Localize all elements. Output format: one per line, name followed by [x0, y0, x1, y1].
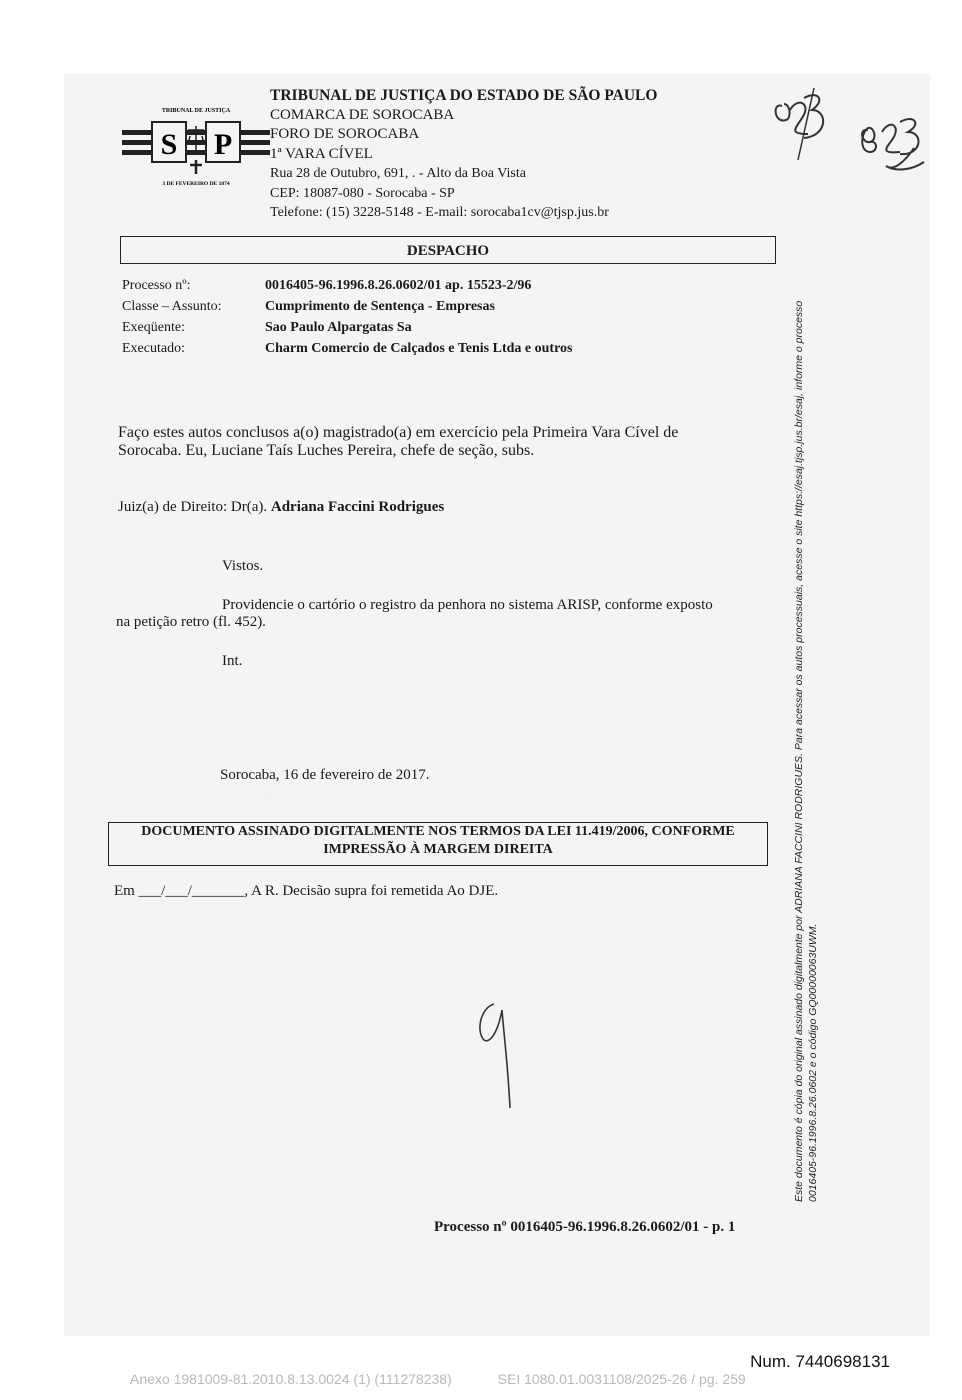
providencie-line-1: Providencie o cartório o registro da penhora no sistema ARISP, conforme exposto — [222, 597, 713, 613]
judge-name: Adriana Faccini Rodrigues — [270, 499, 445, 515]
sei-ref: SEI 1080.01.0031108/2025-26 / pg. 259 — [497, 1371, 746, 1387]
handwritten-page-number-2 — [856, 112, 932, 178]
meta-label: Processo nº: — [122, 278, 191, 293]
vara: 1ª VARA CÍVEL — [270, 145, 373, 162]
handwritten-page-number-1 — [768, 84, 838, 164]
meta-value: 0016405-96.1996.8.26.0602/01 ap. 15523-2/96 — [265, 278, 532, 293]
judge-label: Juiz(a) de Direito: Dr(a). — [118, 499, 268, 515]
conclusos-line-1: Faço estes autos conclusos a(o) magistrado(a) em exercício pela Primeira Vara Cível de — [118, 424, 679, 441]
providencie-line-2: na petição retro (fl. 452). — [116, 614, 266, 630]
meta-label: Executado: — [122, 341, 185, 356]
document-number: Num. 7440698131 — [750, 1352, 890, 1371]
date: Sorocaba, 16 de fevereiro de 2017. — [220, 767, 430, 783]
court-header — [270, 86, 657, 223]
tjsp-logo — [122, 104, 270, 188]
page-footer: Processo nº 0016405-96.1996.8.26.0602/01 - p. 1 — [434, 1219, 736, 1235]
meta-value: Cumprimento de Sentença - Empresas — [265, 299, 495, 314]
comarca: COMARCA DE SOROCABA — [270, 106, 455, 123]
logo-letter-p: P — [213, 128, 233, 161]
conclusos-line-2: Sorocaba. Eu, Luciane Taís Luches Pereira, chefe de seção, subs. — [118, 442, 535, 459]
contact: Telefone: (15) 3228-5148 - E-mail: sorocaba1cv@tjsp.jus.br — [270, 205, 609, 220]
meta-value: Charm Comercio de Calçados e Tenis Ltda e outros — [265, 341, 573, 356]
address: Rua 28 de Outubro, 691, . - Alto da Boa Vista — [270, 166, 526, 181]
foro: FORO DE SOROCABA — [270, 126, 420, 142]
anexo-ref: Anexo 1981009-81.2010.8.13.0024 (1) (111278238) — [130, 1371, 452, 1387]
document-title: DESPACHO — [120, 236, 776, 264]
note-line-2: 0016405-96.1996.8.26.0602 e o código GQ00000063UWM. — [807, 923, 819, 1202]
meta-label: Classe – Assunto: — [122, 299, 222, 314]
int: Int. — [222, 653, 243, 669]
signature-line-1: DOCUMENTO ASSINADO DIGITALMENTE NOS TERMOS DA LEI 11.419/2006, CONFORME — [141, 824, 735, 839]
bottom-footer — [130, 1371, 788, 1387]
scales-icon — [188, 126, 204, 150]
logo-bottom-text: 3 DE FEVEREIRO DE 1874 — [162, 181, 230, 187]
digital-signature-note — [792, 301, 820, 1202]
vistos: Vistos. — [222, 558, 264, 574]
logo-letter-s: S — [160, 128, 178, 161]
court-name: TRIBUNAL DE JUSTIÇA DO ESTADO DE SÃO PAULO — [270, 87, 658, 104]
cep: CEP: 18087-080 - Sorocaba - SP — [270, 185, 455, 201]
logo-top-text: TRIBUNAL DE JUSTIÇA — [161, 108, 231, 114]
svg-text:9: 9 — [268, 796, 269, 797]
signature-line-2: IMPRESSÃO À MARGEM DIREITA — [323, 842, 553, 857]
cross-icon — [190, 160, 202, 174]
meta-value: Sao Paulo Alpargatas Sa — [265, 320, 412, 335]
meta-label: Exeqüente: — [122, 320, 185, 335]
remessa-line: Em ___/___/_______, A R. Decisão supra foi remetida Ao DJE. — [114, 883, 499, 899]
judge-line — [118, 496, 444, 518]
signature-box — [108, 822, 768, 866]
note-line-1: Este documento é cópia do original assinado digitalmente por ADRIANA FACCINI RODRIGUES. Para acessar os autos processuais, acesse o site https://esaj.tjsp.jus.br/esaj, informe o processo — [793, 300, 805, 1202]
